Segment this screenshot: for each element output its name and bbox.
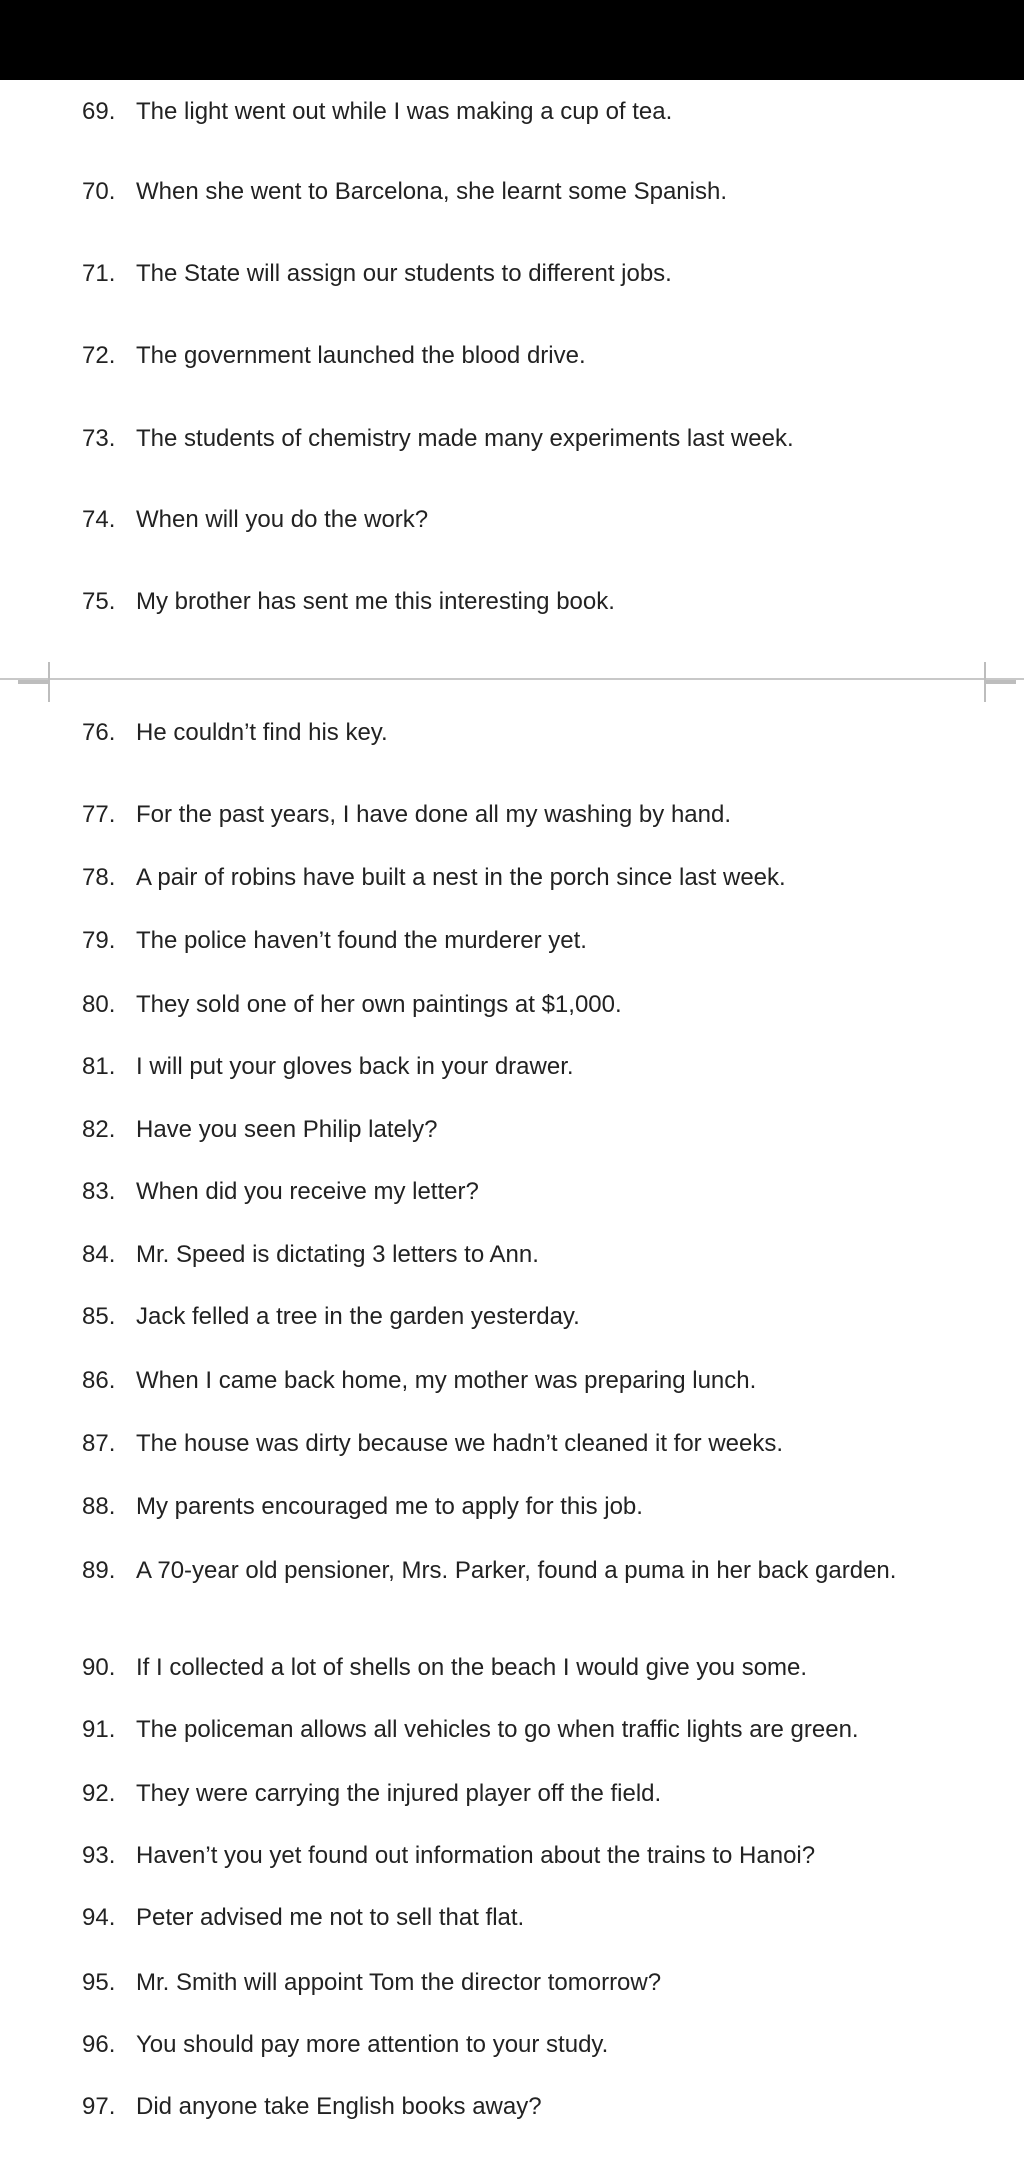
list-item bbox=[82, 1651, 982, 1685]
list-item bbox=[82, 1175, 982, 1209]
item-text: Did anyone take English books away? bbox=[136, 2093, 542, 2120]
item-number: 70. bbox=[82, 178, 116, 205]
list-item bbox=[82, 1839, 982, 1873]
list-item bbox=[82, 95, 982, 129]
item-text: Jack felled a tree in the garden yesterday. bbox=[136, 1303, 580, 1330]
item-text: A pair of robins have built a nest in the porch since last week. bbox=[136, 864, 786, 891]
item-text: Haven’t you yet found out information about the trains to Hanoi? bbox=[136, 1842, 816, 1869]
item-number: 79. bbox=[82, 927, 116, 954]
list-item bbox=[82, 2028, 982, 2062]
item-number: 82. bbox=[82, 1116, 116, 1143]
item-text: My parents encouraged me to apply for this job. bbox=[136, 1493, 643, 1520]
item-number: 84. bbox=[82, 1241, 116, 1268]
item-number: 96. bbox=[82, 2031, 116, 2058]
list-item bbox=[82, 585, 982, 619]
item-text: My brother has sent me this interesting book. bbox=[136, 588, 615, 615]
item-text: You should pay more attention to your study. bbox=[136, 2031, 609, 2058]
page-corner-mark bbox=[18, 682, 50, 702]
item-text: Peter advised me not to sell that flat. bbox=[136, 1904, 525, 1931]
page-corner-mark bbox=[984, 682, 1016, 702]
item-number: 86. bbox=[82, 1367, 116, 1394]
item-text: The light went out while I was making a cup of tea. bbox=[136, 98, 673, 125]
list-item bbox=[82, 1427, 982, 1461]
item-number: 94. bbox=[82, 1904, 116, 1931]
item-number: 90. bbox=[82, 1654, 116, 1681]
item-text: When she went to Barcelona, she learnt some Spanish. bbox=[136, 178, 727, 205]
list-item bbox=[82, 1554, 982, 1588]
item-number: 74. bbox=[82, 506, 116, 533]
item-number: 69. bbox=[82, 98, 116, 125]
item-number: 93. bbox=[82, 1842, 116, 1869]
list-item bbox=[82, 716, 982, 750]
item-number: 88. bbox=[82, 1493, 116, 1520]
top-black-bar bbox=[0, 0, 1024, 80]
item-number: 78. bbox=[82, 864, 116, 891]
list-item bbox=[82, 257, 982, 291]
item-number: 72. bbox=[82, 342, 116, 369]
item-text: He couldn’t find his key. bbox=[136, 719, 388, 746]
list-item bbox=[82, 339, 982, 373]
item-text: Mr. Smith will appoint Tom the director tomorrow? bbox=[136, 1969, 662, 1996]
item-number: 75. bbox=[82, 588, 116, 615]
list-item bbox=[82, 988, 982, 1022]
item-text: Mr. Speed is dictating 3 letters to Ann. bbox=[136, 1241, 539, 1268]
item-text: The State will assign our students to different jobs. bbox=[136, 260, 672, 287]
page-break-line bbox=[0, 678, 1024, 680]
list-item bbox=[82, 1490, 982, 1524]
list-item bbox=[82, 924, 982, 958]
item-text: The house was dirty because we hadn’t cleaned it for weeks. bbox=[136, 1430, 784, 1457]
item-text: For the past years, I have done all my washing by hand. bbox=[136, 801, 731, 828]
list-item bbox=[82, 1113, 982, 1147]
item-number: 77. bbox=[82, 801, 116, 828]
list-item bbox=[82, 2090, 982, 2124]
list-item bbox=[82, 503, 982, 537]
page-break-divider bbox=[0, 678, 1024, 720]
item-number: 92. bbox=[82, 1780, 116, 1807]
item-text: The government launched the blood drive. bbox=[136, 342, 586, 369]
item-text: When will you do the work? bbox=[136, 506, 429, 533]
list-item bbox=[82, 1300, 982, 1334]
item-text: Have you seen Philip lately? bbox=[136, 1116, 438, 1143]
item-number: 71. bbox=[82, 260, 116, 287]
item-number: 89. bbox=[82, 1557, 116, 1584]
list-item bbox=[82, 861, 982, 895]
item-number: 73. bbox=[82, 425, 116, 452]
list-item bbox=[82, 798, 982, 832]
item-number: 81. bbox=[82, 1053, 116, 1080]
item-number: 85. bbox=[82, 1303, 116, 1330]
item-number: 76. bbox=[82, 719, 116, 746]
item-text: They sold one of her own paintings at $1,000. bbox=[136, 991, 622, 1018]
item-number: 87. bbox=[82, 1430, 116, 1457]
item-text: The police haven’t found the murderer yet. bbox=[136, 927, 587, 954]
item-text: They were carrying the injured player off the field. bbox=[136, 1780, 662, 1807]
item-number: 83. bbox=[82, 1178, 116, 1205]
list-item bbox=[82, 1901, 982, 1935]
item-number: 97. bbox=[82, 2093, 116, 2120]
item-number: 95. bbox=[82, 1969, 116, 1996]
page-corner-mark bbox=[984, 662, 1016, 682]
list-item bbox=[82, 1364, 982, 1398]
list-item bbox=[82, 1050, 982, 1084]
page-corner-mark bbox=[18, 662, 50, 682]
list-item bbox=[82, 1966, 982, 2000]
list-item bbox=[82, 1238, 982, 1272]
item-text: When did you receive my letter? bbox=[136, 1178, 479, 1205]
list-item bbox=[82, 175, 982, 209]
item-text: I will put your gloves back in your drawer. bbox=[136, 1053, 574, 1080]
list-item bbox=[82, 1777, 982, 1811]
item-text: A 70-year old pensioner, Mrs. Parker, found a puma in her back garden. bbox=[136, 1557, 897, 1584]
item-text: When I came back home, my mother was preparing lunch. bbox=[136, 1367, 757, 1394]
item-number: 80. bbox=[82, 991, 116, 1018]
item-text: If I collected a lot of shells on the beach I would give you some. bbox=[136, 1654, 808, 1681]
item-number: 91. bbox=[82, 1716, 116, 1743]
item-text: The students of chemistry made many experiments last week. bbox=[136, 425, 794, 452]
list-item bbox=[82, 1713, 982, 1747]
list-item bbox=[82, 422, 982, 456]
item-text: The policeman allows all vehicles to go when traffic lights are green. bbox=[136, 1716, 859, 1743]
